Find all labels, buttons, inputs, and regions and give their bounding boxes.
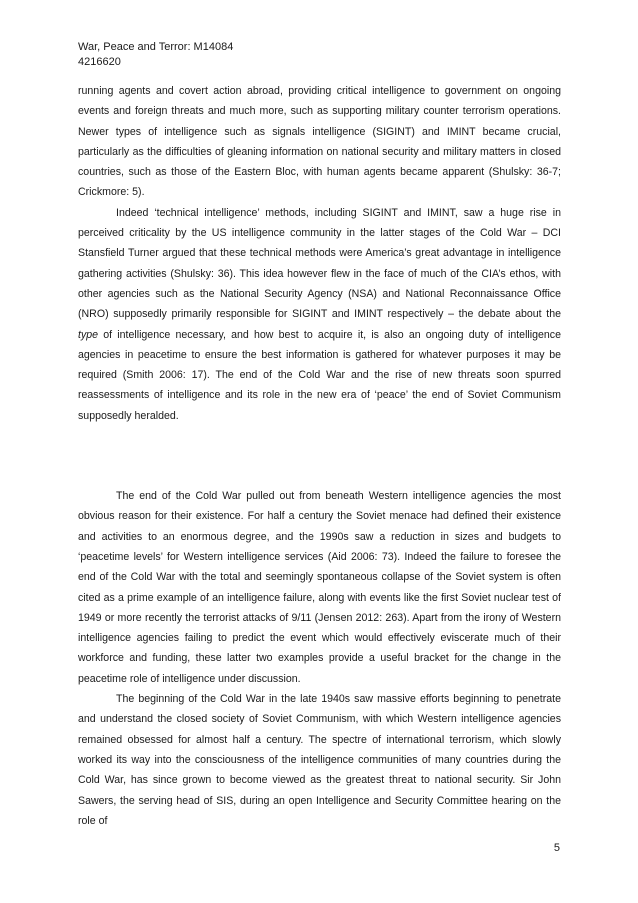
- paragraph-2-part-b: of intelligence necessary, and how best to acquire it, is also an ongoing duty of intelligence agencies in peacetime to ensure the best information is gathered for whatever purposes it may be required (Smith 2006: 17). The end of the Cold War and the rise of new threats soon spurred reassessments of intelligence and its role in the new era of ‘peace’ the end of Soviet Communism supposedly heralded.: [78, 328, 561, 422]
- document-body: [78, 81, 561, 831]
- paragraph-1: running agents and covert action abroad, providing critical intelligence to government on ongoing events and foreign threats and much more, such as supporting military counter terrorism operations. Newer types of intelligence such as signals intelligence (SIGINT) and IMINT became crucial, particularly as the difficulties of gleaning information on national security and military matters in closed countries, such as those of the Eastern Bloc, with human agents became apparent (Shulsky: 36-7; Crickmore: 5).: [78, 85, 561, 199]
- paragraph-4: The beginning of the Cold War in the late 1940s saw massive efforts beginning to penetrate and understand the closed society of Soviet Communism, with which Western intelligence agencies remained obsessed for almost half a century. The spectre of international terrorism, which slowly worked its way into the consciousness of the intelligence communities of many countries during the Cold War, has since grown to become viewed as the greatest threat to national security. Sir John Sawers, the serving head of SIS, during an open Intelligence and Security Committee hearing on the role of: [78, 693, 561, 827]
- paragraph-2-part-a: Indeed ‘technical intelligence’ methods, including SIGINT and IMINT, saw a huge rise in perceived criticality by the US intelligence community in the latter stages of the Cold War – DCI Stansfield Turner argued that these technical methods were America’s great advantage in intelligence gathering activities (Shulsky: 36). This idea however flew in the face of much of the CIA’s ethos, with other agencies such as the National Security Agency (NSA) and National Reconnaissance Office (NRO) supposedly primarily responsible for SIGINT and IMINT respectively – the debate about the: [78, 206, 561, 321]
- page-number: 5: [553, 842, 560, 854]
- paragraph-2: [78, 203, 561, 426]
- page-header: [78, 40, 233, 70]
- section-gap: [78, 426, 561, 486]
- paragraph-3: The end of the Cold War pulled out from beneath Western intelligence agencies the most obvious reason for their existence. For half a century the Soviet menace had defined their existence and activities to an enormous degree, and the 1990s saw a reduction in sizes and budgets to ‘peacetime levels’ for Western intelligence services (Aid 2006: 73). Indeed the failure to foresee the end of the Cold War with the total and seemingly spontaneous collapse of the Soviet system is often cited as a prime example of an intelligence failure, along with events like the first Soviet nuclear test of 1949 or more recently the terrorist attacks of 9/11 (Jensen 2012: 263). Apart from the irony of Western intelligence agencies failing to predict the event which would effectively eviscerate much of their workforce and funding, these latter two examples provide a useful bracket for the change in the peacetime role of intelligence under discussion.: [78, 490, 561, 685]
- header-course-title: War, Peace and Terror: M14084: [78, 41, 234, 53]
- header-student-id: 4216620: [78, 56, 121, 68]
- paragraph-2-emphasis: type: [78, 328, 99, 341]
